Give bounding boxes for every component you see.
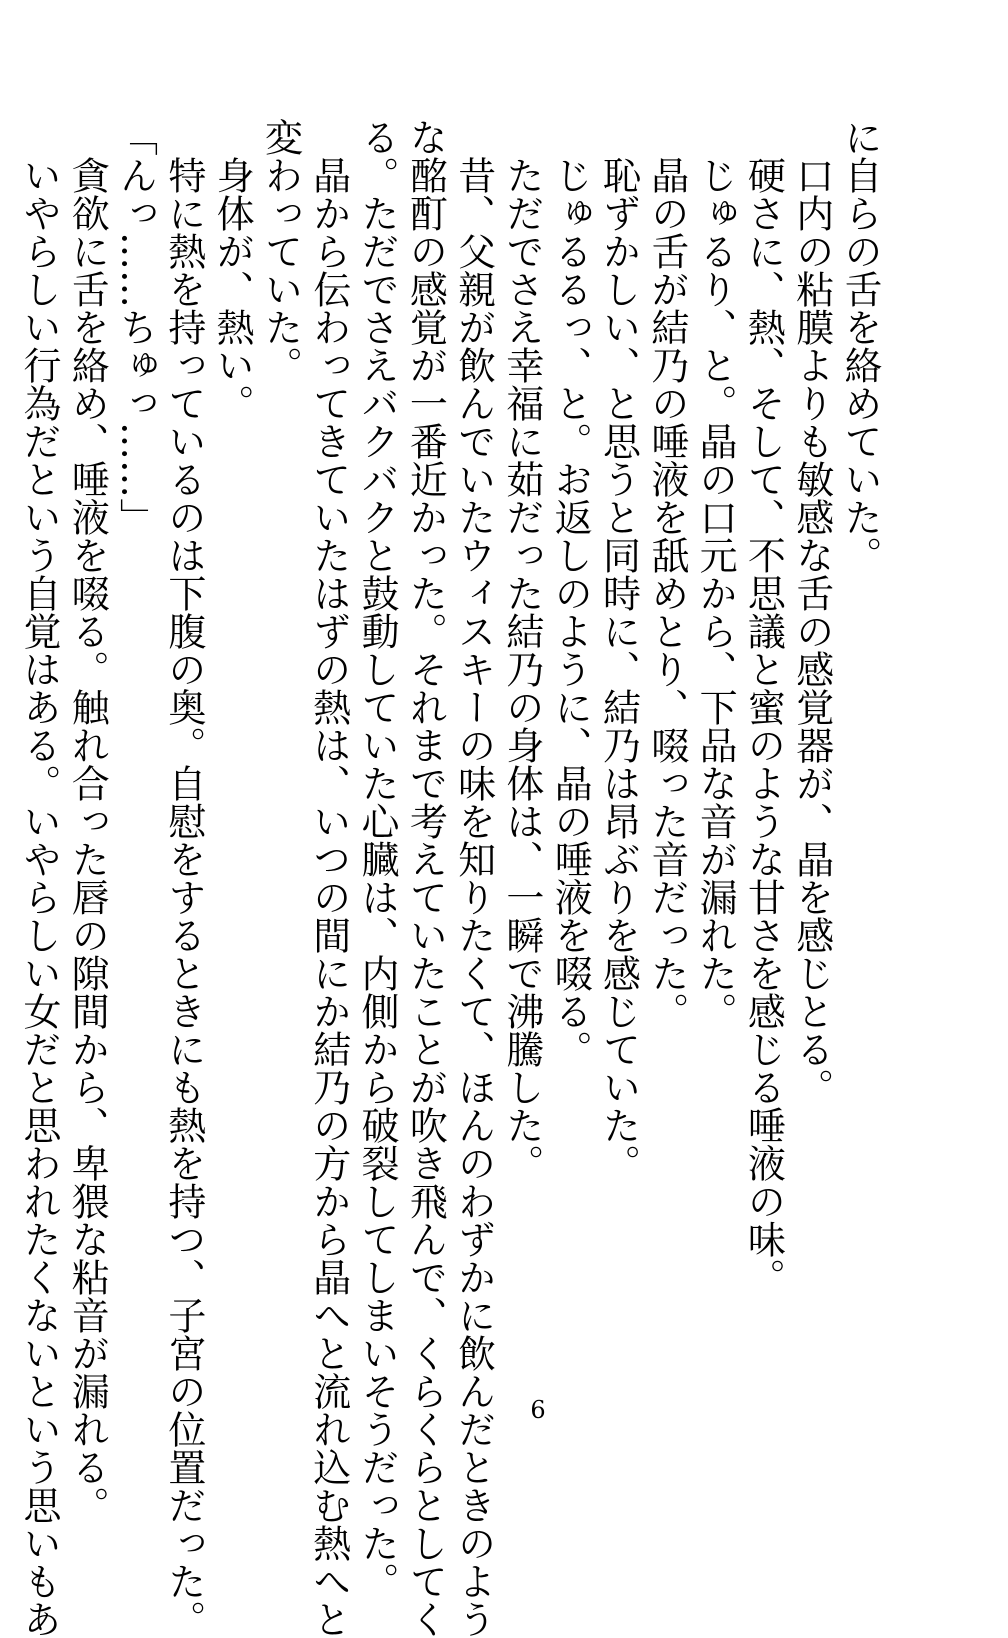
text-line: ただでさえ幸福に茹だった結乃の身体は、一瞬で沸騰した。 — [499, 118, 544, 1182]
text-line: 晶から伝わってきていたはずの熱は、いつの間にか結乃の方から晶へと流れ込む熱へと — [306, 118, 351, 1638]
text-line: 晶の舌が結乃の唾液を舐めとり、啜った音だった。 — [644, 118, 689, 1030]
text-line: 変わっていた。 — [258, 118, 303, 384]
text-line: 「んっ……ちゅっ……」 — [113, 118, 158, 536]
page-number: 6 — [530, 1396, 546, 1424]
text-line: じゅるり、と。晶の口元から、下品な音が漏れた。 — [693, 118, 738, 1030]
text-line: 硬さに、熱、そして、不思議と蜜のような甘さを感じる唾液の味。 — [741, 118, 786, 1296]
text-line: 昔、父親が飲んでいたウィスキーの味を知りたくて、ほんのわずかに飲んだときのよう — [451, 118, 496, 1638]
vertical-text-body — [15, 118, 884, 1638]
text-line: 貪欲に舌を絡め、唾液を啜る。触れ合った唇の隙間から、卑猥な粘音が漏れる。 — [65, 118, 110, 1524]
text-line: 特に熱を持っているのは下腹の奥。自慰をするときにも熱を持つ、子宮の位置だった。 — [161, 118, 206, 1638]
text-line: じゅるるっ、と。お返しのように、晶の唾液を啜る。 — [548, 118, 593, 1068]
text-line: 身体が、熱い。 — [210, 118, 255, 422]
text-line: いやらしい行為だという自覚はある。いやらしい女だと思われたくないという思いもあ — [16, 118, 61, 1638]
text-line: 口内の粘膜よりも敏感な舌の感覚器が、晶を感じとる。 — [789, 118, 834, 1106]
text-line: る。ただでさえバクバクと鼓動していた心臓は、内側から破裂してしまいそうだった。 — [355, 118, 400, 1600]
text-line: な酩酊の感覚が一番近かった。それまで考えていたことが吹き飛んで、くらくらとしてく — [403, 118, 448, 1638]
text-line: 恥ずかしい、と思うと同時に、結乃は昂ぶりを感じていた。 — [596, 118, 641, 1182]
text-line: に自らの舌を絡めていた。 — [838, 118, 882, 574]
